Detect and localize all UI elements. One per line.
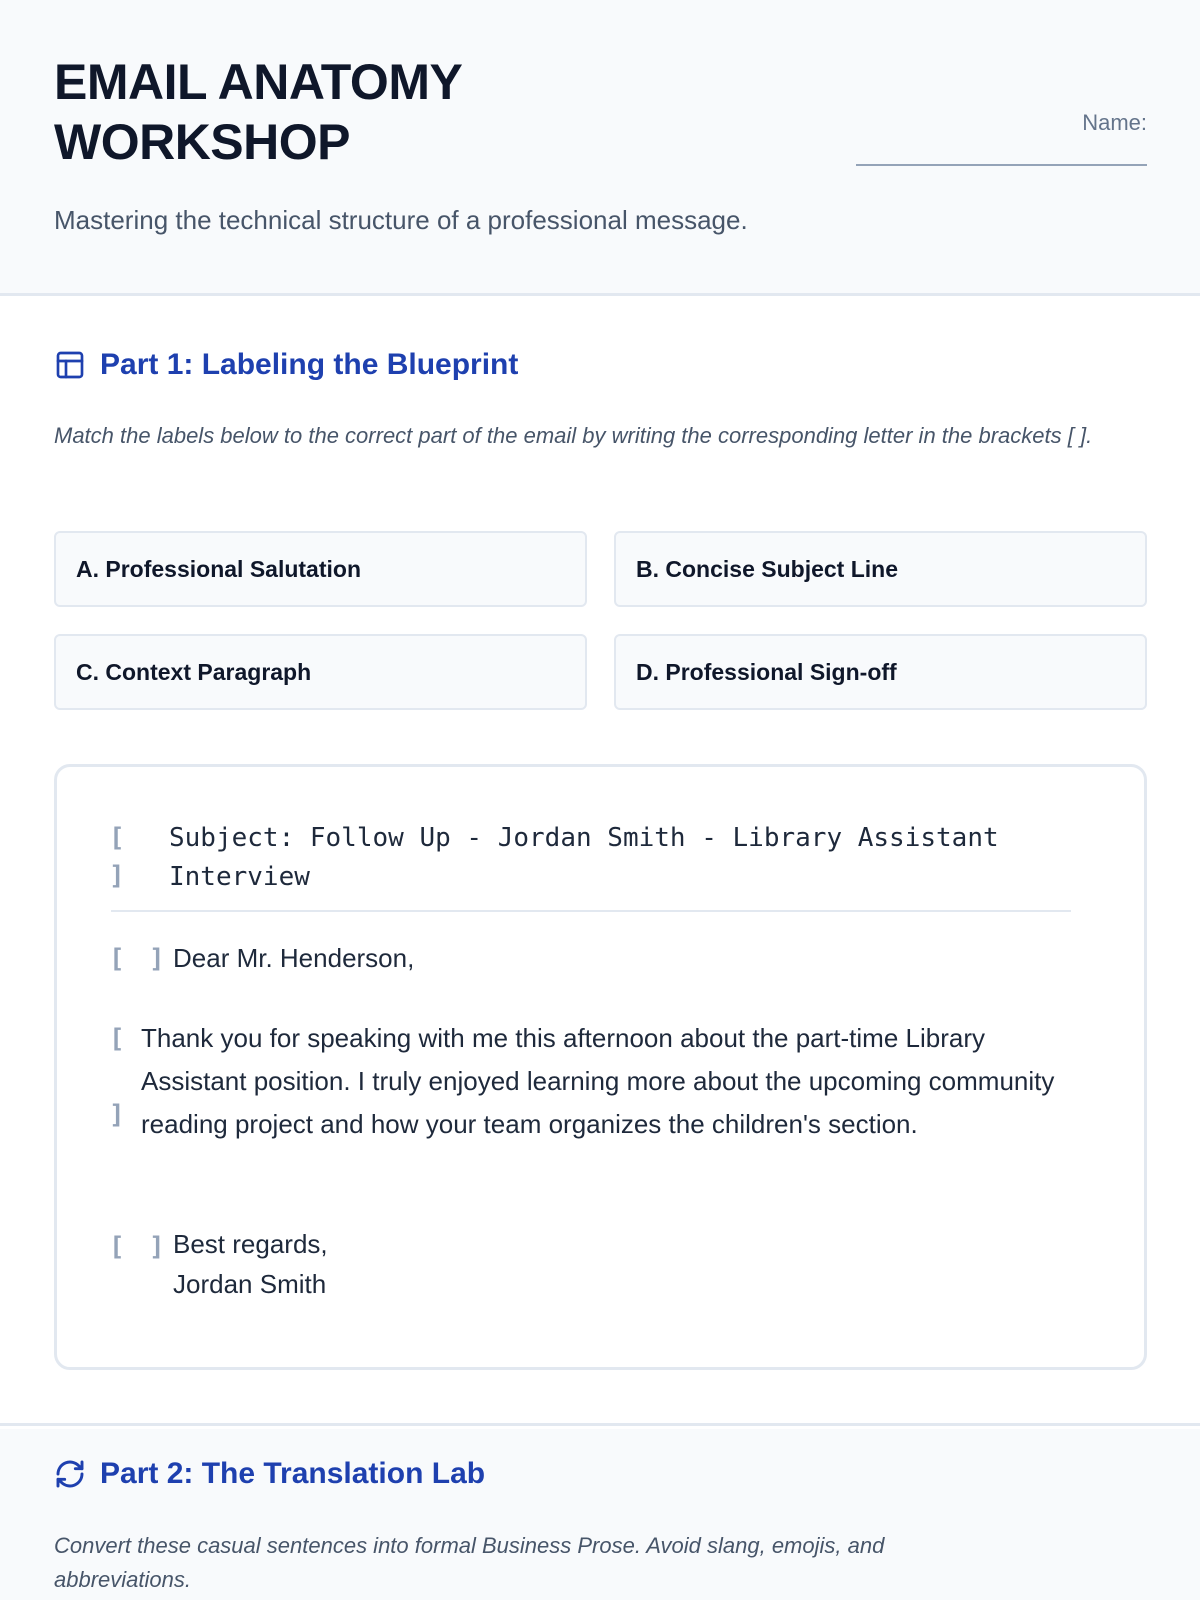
label-a: A. Professional Salutation bbox=[54, 531, 587, 607]
salutation-bracket-close[interactable]: ] bbox=[149, 944, 165, 974]
paragraph-bracket-close[interactable]: ] bbox=[109, 1100, 125, 1130]
name-input-line[interactable] bbox=[856, 164, 1147, 166]
worksheet-header bbox=[0, 0, 1200, 296]
signoff-bracket-open[interactable]: [ bbox=[109, 1232, 125, 1262]
label-d: D. Professional Sign-off bbox=[614, 634, 1147, 710]
email-salutation: Dear Mr. Henderson, bbox=[173, 943, 415, 973]
part2-section bbox=[0, 1429, 1200, 1600]
subject-bracket-open[interactable]: [ bbox=[109, 823, 125, 853]
email-context-paragraph: Thank you for speaking with me this afternoon about the part-time Library Assistant position. I truly enjoyed learning more about the upcoming community reading project and how your team organizes the children's section. bbox=[141, 1023, 1055, 1139]
label-b: B. Concise Subject Line bbox=[614, 531, 1147, 607]
email-subject-line: Subject: Follow Up - Jordan Smith - Library Assistant Interview bbox=[169, 823, 999, 892]
worksheet-subtitle: Mastering the technical structure of a professional message. bbox=[54, 205, 748, 235]
signoff-bracket-close[interactable]: ] bbox=[149, 1232, 165, 1262]
name-label: Name: bbox=[1082, 110, 1147, 135]
subject-divider bbox=[111, 910, 1071, 912]
email-signoff: Best regards, Jordan Smith bbox=[173, 1229, 328, 1299]
part1-section bbox=[0, 296, 1200, 1426]
title-line-2: WORKSHOP bbox=[54, 114, 350, 170]
part1-instructions: Match the labels below to the correct part of the email by writing the corresponding letter in the brackets [ ]. bbox=[54, 423, 1093, 448]
worksheet-title bbox=[54, 52, 614, 172]
paragraph-bracket-open[interactable]: [ bbox=[109, 1024, 125, 1054]
part2-instructions: Convert these casual sentences into formal Business Prose. Avoid slang, emojis, and abbreviations. bbox=[54, 1533, 885, 1592]
part2-title: Part 2: The Translation Lab bbox=[100, 1457, 486, 1490]
title-line-1: EMAIL ANATOMY bbox=[54, 54, 463, 110]
salutation-bracket-open[interactable]: [ bbox=[109, 944, 125, 974]
part2-heading bbox=[54, 1457, 485, 1491]
layout-icon bbox=[54, 349, 86, 381]
refresh-icon bbox=[54, 1458, 86, 1490]
subject-bracket-close[interactable]: ] bbox=[109, 861, 125, 891]
part1-title: Part 1: Labeling the Blueprint bbox=[100, 348, 519, 381]
label-c: C. Context Paragraph bbox=[54, 634, 587, 710]
email-sample-card bbox=[54, 764, 1147, 1370]
part1-heading bbox=[54, 348, 518, 382]
